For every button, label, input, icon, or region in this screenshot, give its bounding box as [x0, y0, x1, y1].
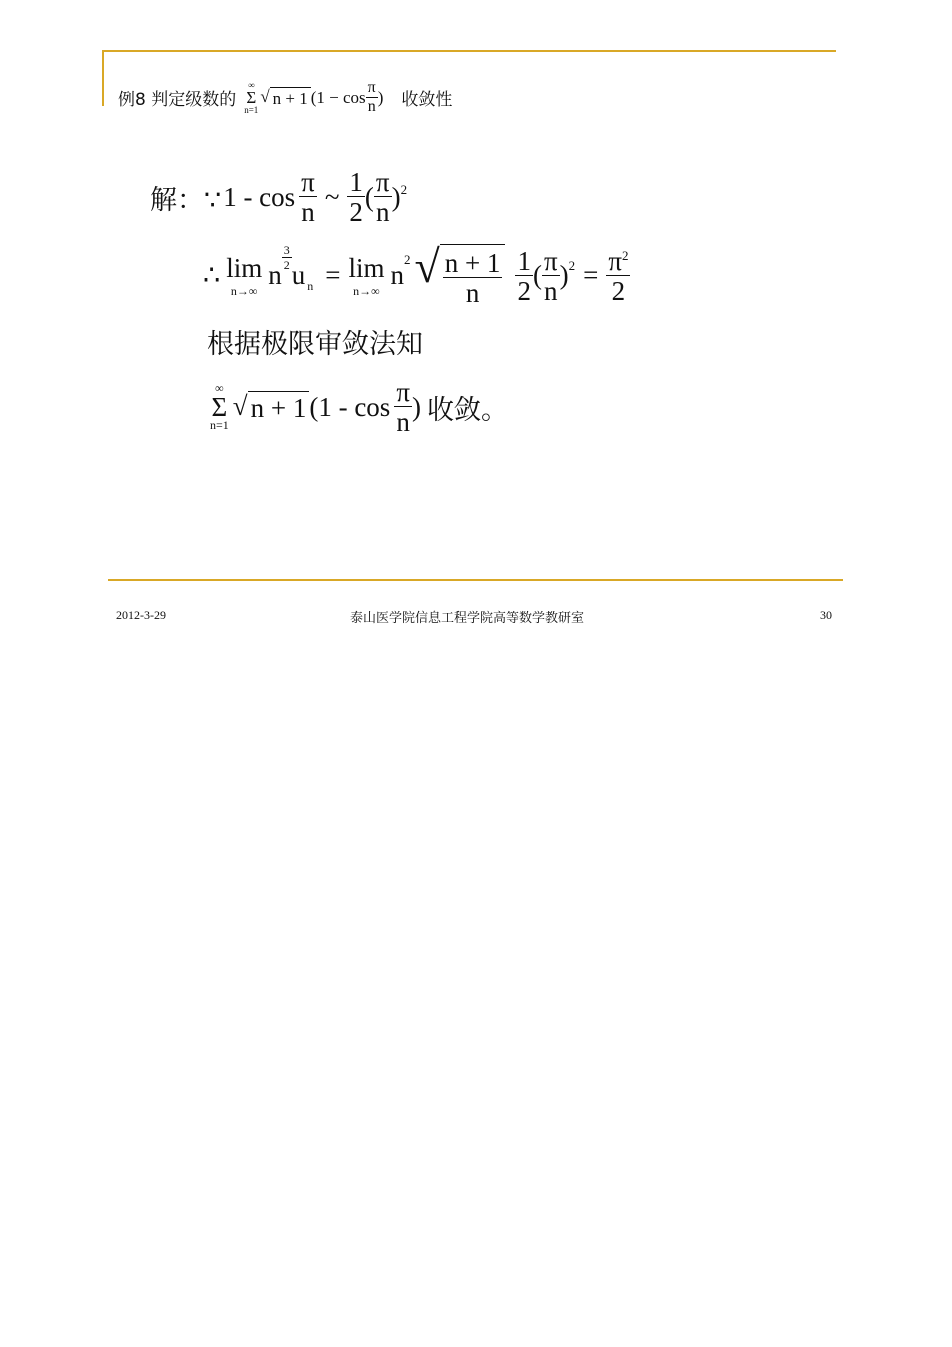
line1-frac-num: π	[301, 167, 315, 197]
limit-2-text: lim	[348, 252, 385, 283]
line4-frac-num: π	[396, 377, 410, 407]
title-frac-den: n	[367, 97, 376, 115]
line2-result	[606, 247, 630, 306]
title-fraction	[366, 80, 378, 116]
title-sum-top: ∞	[248, 80, 255, 91]
line2-open: (	[532, 260, 542, 291]
line2-equals-1: =	[325, 260, 341, 291]
title-formula	[244, 80, 383, 116]
line2-result-den: 2	[611, 275, 626, 306]
solution-line-2	[203, 241, 630, 309]
line4-conclusion: 收敛。	[426, 394, 508, 426]
line1-pi-num: π	[375, 167, 390, 197]
line1-half-den: 2	[349, 197, 363, 228]
footer-department: 泰山医学院信息工程学院高等数学教研室	[350, 611, 585, 626]
limit-2	[348, 253, 384, 299]
top-rule	[102, 50, 836, 52]
left-rule	[102, 50, 104, 106]
radical-sign: √	[414, 241, 440, 292]
line1-fraction	[299, 168, 317, 227]
title-radicand: n + 1	[270, 87, 311, 109]
line2-n2-exp: 2	[403, 252, 411, 267]
line2-half	[515, 247, 533, 306]
line4-frac-den: n	[396, 407, 410, 438]
line1-expr: 1 - cos	[223, 181, 296, 212]
title-sum-bottom: n=1	[244, 104, 259, 115]
line2-u-sub: n	[307, 278, 314, 293]
line1-half-num: 1	[349, 167, 363, 197]
line2-pi-num: π	[543, 245, 558, 276]
line1-frac-den: n	[301, 197, 315, 228]
line2-exp-den: 2	[283, 257, 290, 272]
title-open: (1 − cos	[310, 87, 366, 107]
line2-sqrt	[414, 241, 505, 309]
line2-sqrt-num: n + 1	[444, 248, 501, 278]
line2-half-den: 2	[517, 275, 531, 306]
line4-sum	[210, 383, 229, 431]
line2-radicand	[440, 244, 506, 308]
line2-result-num	[606, 247, 630, 276]
solution-label: 解：∵	[150, 184, 222, 216]
line2-exp-num: 3	[283, 243, 290, 257]
limit-1-sub: n→∞	[230, 283, 258, 298]
title-suffix: 收敛性	[401, 90, 453, 111]
line1-tilde: ~	[324, 181, 340, 212]
line4-sum-top: ∞	[215, 381, 224, 396]
line1-pi-frac	[374, 168, 392, 227]
radical-sign: √	[260, 86, 270, 106]
line2-pi-den: n	[544, 275, 558, 306]
line4-close: )	[411, 391, 421, 422]
line1-exponent: 2	[400, 182, 408, 197]
line4-sqrt	[233, 391, 310, 424]
line2-sqrt-den: n	[465, 278, 480, 309]
line2-result-exp: 2	[621, 247, 629, 263]
bottom-rule	[108, 579, 843, 581]
line4-sum-bottom: n=1	[210, 418, 229, 433]
line4-radicand: n + 1	[248, 391, 310, 424]
title-sum-symbol: Σ	[246, 87, 257, 107]
example-title	[118, 80, 452, 116]
title-prefix: 例8 判定级数的	[118, 90, 237, 111]
title-frac-num: π	[367, 79, 376, 96]
line1-pi-den: n	[375, 197, 390, 228]
solution-line-4	[210, 378, 508, 437]
radical-sign: √	[232, 390, 248, 421]
line2-equals-2: =	[583, 260, 599, 291]
line1-half	[347, 168, 365, 227]
solution-line-1	[150, 168, 407, 227]
limit-1	[226, 253, 262, 299]
line2-n: n	[268, 260, 282, 291]
line2-pi-frac	[542, 247, 560, 306]
line2-result-pi: π	[608, 245, 622, 276]
title-close: )	[377, 87, 384, 107]
line1-open: (	[364, 181, 374, 212]
line4-sum-symbol: Σ	[211, 391, 228, 422]
line4-fraction	[394, 378, 412, 437]
line1-close: )	[391, 181, 401, 212]
therefore-sign: ∴	[203, 260, 221, 291]
line2-half-num: 1	[517, 245, 531, 276]
line2-close-exp: 2	[568, 258, 576, 273]
line2-n2: n	[390, 260, 404, 291]
line2-u: u	[291, 260, 306, 291]
line2-exponent	[282, 244, 292, 271]
limit-1-text: lim	[226, 252, 263, 283]
solution-line-3: 根据极限审敛法知	[207, 329, 423, 360]
line4-open: (1 - cos	[309, 391, 391, 422]
limit-2-sub: n→∞	[353, 283, 380, 298]
title-sum	[244, 81, 258, 114]
title-sqrt	[260, 87, 310, 109]
line2-close: )	[559, 260, 569, 291]
footer-date: 2012-3-29	[116, 608, 166, 622]
footer-page-number: 30	[820, 608, 832, 622]
line2-sqrt-frac	[443, 249, 503, 308]
